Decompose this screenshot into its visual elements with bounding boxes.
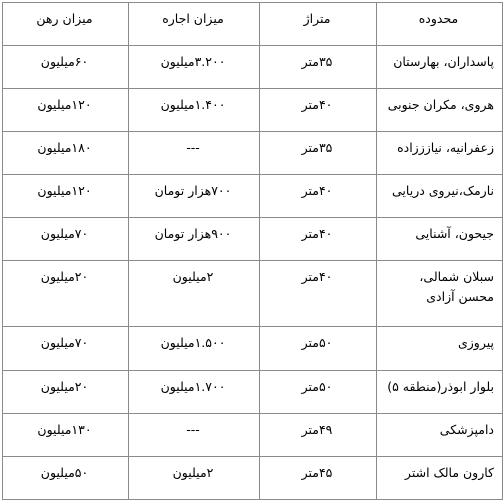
cell-area: سبلان شمالی، محسن آزادی	[377, 261, 503, 327]
cell-area: دامپزشکی	[377, 414, 503, 457]
cell-deposit: ۷۰میلیون	[3, 218, 129, 261]
cell-size: ۵۰متر	[260, 327, 377, 371]
header-size: متراژ	[260, 3, 377, 46]
cell-rent: ۱.۵۰۰میلیون	[129, 327, 260, 371]
cell-rent: ۱.۴۰۰میلیون	[129, 89, 260, 132]
cell-size: ۴۹متر	[260, 414, 377, 457]
cell-rent: ۲میلیون	[129, 457, 260, 500]
table-row	[3, 175, 503, 218]
cell-rent: ۲میلیون	[129, 261, 260, 327]
table-row	[3, 89, 503, 132]
table-row	[3, 46, 503, 89]
cell-size: ۴۰متر	[260, 89, 377, 132]
cell-size: ۳۵متر	[260, 132, 377, 175]
cell-deposit: ۱۳۰میلیون	[3, 414, 129, 457]
table-row	[3, 327, 503, 371]
cell-deposit: ۲۰میلیون	[3, 371, 129, 414]
cell-deposit: ۷۰میلیون	[3, 327, 129, 371]
cell-size: ۴۰متر	[260, 218, 377, 261]
table-row	[3, 132, 503, 175]
header-rent: میزان اجاره	[129, 3, 260, 46]
table-row	[3, 371, 503, 414]
cell-area: نارمک،نیروی دریایی	[377, 175, 503, 218]
cell-area: پاسداران، بهارستان	[377, 46, 503, 89]
header-deposit: میزان رهن	[3, 3, 129, 46]
cell-rent: ۹۰۰هزار تومان	[129, 218, 260, 261]
cell-rent: ۳.۲۰۰میلیون	[129, 46, 260, 89]
cell-area: زعفرانیه، نیازززاده	[377, 132, 503, 175]
cell-area: بلوار ابوذر(منطقه ۵)	[377, 371, 503, 414]
cell-size: ۵۰متر	[260, 371, 377, 414]
cell-deposit: ۱۸۰میلیون	[3, 132, 129, 175]
cell-rent: ---	[129, 132, 260, 175]
cell-rent: ۱.۷۰۰میلیون	[129, 371, 260, 414]
cell-deposit: ۵۰میلیون	[3, 457, 129, 500]
rental-price-table	[2, 2, 503, 500]
cell-area: هروی، مکران جنوبی	[377, 89, 503, 132]
cell-deposit: ۱۲۰میلیون	[3, 175, 129, 218]
cell-deposit: ۱۲۰میلیون	[3, 89, 129, 132]
cell-rent: ۷۰۰هزار تومان	[129, 175, 260, 218]
header-area: محدوده	[377, 3, 503, 46]
cell-area: پیروزی	[377, 327, 503, 371]
cell-area: کارون مالک اشتر	[377, 457, 503, 500]
cell-deposit: ۶۰میلیون	[3, 46, 129, 89]
cell-rent: ---	[129, 414, 260, 457]
cell-size: ۳۵متر	[260, 46, 377, 89]
cell-size: ۴۵متر	[260, 457, 377, 500]
table-row	[3, 218, 503, 261]
table-row	[3, 414, 503, 457]
cell-size: ۴۰متر	[260, 175, 377, 218]
cell-size: ۴۰متر	[260, 261, 377, 327]
cell-deposit: ۲۰میلیون	[3, 261, 129, 327]
table-header-row	[3, 3, 503, 46]
table-row	[3, 457, 503, 500]
table-row	[3, 261, 503, 327]
cell-area: جیحون، آشنایی	[377, 218, 503, 261]
rental-price-table-container	[2, 2, 502, 500]
